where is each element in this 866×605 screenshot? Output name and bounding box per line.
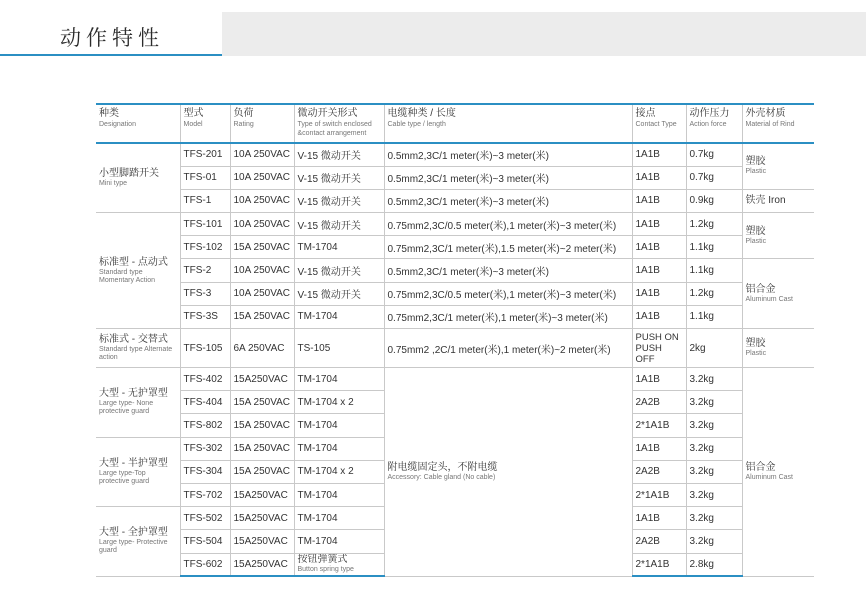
header-bar: [222, 12, 866, 56]
col-header-switch-type: 微动开关形式 Type of switch enclosed &contact arrangement: [294, 104, 384, 143]
switch-cell: V-15 微动开关: [294, 213, 384, 236]
group-cell: 大型 - 无护罩型 Large type- None protective guard: [96, 368, 180, 438]
rating-cell: 15A250VAC: [230, 483, 294, 506]
switch-cell: TM-1704: [294, 305, 384, 328]
model-cell: TFS-3S: [180, 305, 230, 328]
contact-cell: 2*1A1B: [632, 483, 686, 506]
model-cell: TFS-01: [180, 166, 230, 189]
title-underline: [0, 54, 222, 56]
model-cell: TFS-304: [180, 460, 230, 483]
switch-cell: TM-1704: [294, 483, 384, 506]
contact-cell: 1A1B: [632, 259, 686, 282]
force-cell: 3.2kg: [686, 391, 742, 414]
model-cell: TFS-1: [180, 189, 230, 212]
switch-cell: V-15 微动开关: [294, 143, 384, 166]
contact-cell: 1A1B: [632, 282, 686, 305]
switch-cell: 按钮弹簧式 Button spring type: [294, 553, 384, 576]
rating-cell: 15A 250VAC: [230, 305, 294, 328]
cable-cell: 0.75mm2,3C/0.5 meter(米),1 meter(米)~3 meter(米): [384, 282, 632, 305]
group-cell: 大型 - 半护罩型 Large type-Top protective guard: [96, 437, 180, 507]
material-cell: 铝合金 Aluminum Cast: [742, 368, 814, 577]
contact-cell: 1A1B: [632, 368, 686, 391]
rating-cell: 15A 250VAC: [230, 460, 294, 483]
model-cell: TFS-2: [180, 259, 230, 282]
col-header-rating: 负荷 Rating: [230, 104, 294, 143]
switch-cell: TM-1704: [294, 414, 384, 437]
force-cell: 2kg: [686, 329, 742, 368]
table-row: [96, 329, 814, 368]
group-cell: 小型脚踏开关 Mini type: [96, 143, 180, 213]
table-row: [96, 305, 814, 328]
col-header-force: 动作压力 Action force: [686, 104, 742, 143]
model-cell: TFS-504: [180, 530, 230, 553]
table-row: [96, 143, 814, 166]
force-cell: 1.1kg: [686, 259, 742, 282]
switch-cell: V-15 微动开关: [294, 259, 384, 282]
contact-cell: 1A1B: [632, 189, 686, 212]
rating-cell: 15A 250VAC: [230, 391, 294, 414]
cable-cell: 0.75mm2,3C/1 meter(米),1.5 meter(米)~2 meter(米): [384, 236, 632, 259]
switch-cell: TM-1704 x 2: [294, 460, 384, 483]
contact-cell: 2*1A1B: [632, 553, 686, 576]
rating-cell: 6A 250VAC: [230, 329, 294, 368]
model-cell: TFS-201: [180, 143, 230, 166]
col-header-material: 外壳材质 Material of Rind: [742, 104, 814, 143]
group-cell: 标准式 - 交替式 Standard type Alternate action: [96, 329, 180, 368]
model-cell: TFS-602: [180, 553, 230, 576]
force-cell: 3.2kg: [686, 414, 742, 437]
force-cell: 1.1kg: [686, 236, 742, 259]
switch-cell: TM-1704: [294, 507, 384, 530]
spec-table: [96, 103, 814, 577]
cable-cell: 0.75mm2 ,2C/1 meter(米),1 meter(米)~2 meter(米): [384, 329, 632, 368]
switch-cell: V-15 微动开关: [294, 282, 384, 305]
table-row: [96, 368, 814, 391]
force-cell: 3.2kg: [686, 437, 742, 460]
force-cell: 3.2kg: [686, 460, 742, 483]
switch-cell: TM-1704: [294, 530, 384, 553]
contact-cell: 1A1B: [632, 437, 686, 460]
cable-cell-large: 附电缆固定头，不附电缆 Accessory: Cable gland (No cable): [384, 368, 632, 577]
model-cell: TFS-702: [180, 483, 230, 506]
contact-cell: PUSH ON PUSH OFF: [632, 329, 686, 368]
rating-cell: 10A 250VAC: [230, 166, 294, 189]
model-cell: TFS-502: [180, 507, 230, 530]
group-cell: 标准型 - 点动式 Standard type Momentary Action: [96, 213, 180, 329]
rating-cell: 15A250VAC: [230, 368, 294, 391]
model-cell: TFS-802: [180, 414, 230, 437]
switch-cell: V-15 微动开关: [294, 166, 384, 189]
force-cell: 0.7kg: [686, 166, 742, 189]
rating-cell: 10A 250VAC: [230, 259, 294, 282]
material-cell: 塑胶 Plastic: [742, 329, 814, 368]
cable-cell: 0.5mm2,3C/1 meter(米)~3 meter(米): [384, 166, 632, 189]
force-cell: 1.1kg: [686, 305, 742, 328]
contact-cell: 2A2B: [632, 391, 686, 414]
model-cell: TFS-404: [180, 391, 230, 414]
cable-cell: 0.5mm2,3C/1 meter(米)~3 meter(米): [384, 143, 632, 166]
model-cell: TFS-102: [180, 236, 230, 259]
rating-cell: 15A 250VAC: [230, 414, 294, 437]
switch-cell: TM-1704: [294, 236, 384, 259]
table-row: [96, 189, 814, 212]
cable-cell: 0.5mm2,3C/1 meter(米)~3 meter(米): [384, 259, 632, 282]
cable-cell: 0.5mm2,3C/1 meter(米)~3 meter(米): [384, 189, 632, 212]
rating-cell: 15A 250VAC: [230, 437, 294, 460]
cable-cell: 0.75mm2,3C/0.5 meter(米),1 meter(米)~3 meter(米): [384, 213, 632, 236]
col-header-model: 型式 Model: [180, 104, 230, 143]
force-cell: 1.2kg: [686, 282, 742, 305]
material-cell: 铝合金 Aluminum Cast: [742, 259, 814, 329]
contact-cell: 2A2B: [632, 460, 686, 483]
table-row: [96, 166, 814, 189]
table-row: [96, 259, 814, 282]
contact-cell: 1A1B: [632, 507, 686, 530]
rating-cell: 10A 250VAC: [230, 282, 294, 305]
table-row: [96, 236, 814, 259]
switch-cell: TM-1704: [294, 368, 384, 391]
contact-cell: 1A1B: [632, 236, 686, 259]
force-cell: 3.2kg: [686, 530, 742, 553]
contact-cell: 2A2B: [632, 530, 686, 553]
material-cell: 塑胶 Plastic: [742, 213, 814, 259]
cable-cell: 0.75mm2,3C/1 meter(米),1 meter(米)~3 meter(米): [384, 305, 632, 328]
rating-cell: 10A 250VAC: [230, 213, 294, 236]
rating-cell: 15A 250VAC: [230, 236, 294, 259]
col-header-designation: 种类 Designation: [99, 108, 136, 128]
model-cell: TFS-402: [180, 368, 230, 391]
switch-cell: TM-1704: [294, 437, 384, 460]
material-cell: 铁壳 Iron: [742, 189, 814, 212]
model-cell: TFS-3: [180, 282, 230, 305]
switch-cell: TM-1704 x 2: [294, 391, 384, 414]
rating-cell: 10A 250VAC: [230, 143, 294, 166]
model-cell: TFS-105: [180, 329, 230, 368]
table-row: [96, 213, 814, 236]
contact-cell: 2*1A1B: [632, 414, 686, 437]
force-cell: 1.2kg: [686, 213, 742, 236]
rating-cell: 15A250VAC: [230, 530, 294, 553]
force-cell: 3.2kg: [686, 483, 742, 506]
material-cell: 塑胶 Plastic: [742, 143, 814, 189]
switch-cell: TS-105: [294, 329, 384, 368]
table-header-row: [96, 104, 814, 143]
table-row: [96, 282, 814, 305]
force-cell: 3.2kg: [686, 368, 742, 391]
contact-cell: 1A1B: [632, 305, 686, 328]
force-cell: 0.7kg: [686, 143, 742, 166]
force-cell: 3.2kg: [686, 507, 742, 530]
contact-cell: 1A1B: [632, 143, 686, 166]
model-cell: TFS-101: [180, 213, 230, 236]
contact-cell: 1A1B: [632, 213, 686, 236]
rating-cell: 15A250VAC: [230, 507, 294, 530]
model-cell: TFS-302: [180, 437, 230, 460]
contact-cell: 1A1B: [632, 166, 686, 189]
page-title: 动作特性: [60, 26, 164, 50]
force-cell: 0.9kg: [686, 189, 742, 212]
group-cell: 大型 - 全护罩型 Large type- Protective guard: [96, 507, 180, 577]
col-header-cable: 电缆种类 / 长度 Cable type / length: [384, 104, 632, 143]
force-cell: 2.8kg: [686, 553, 742, 576]
rating-cell: 15A250VAC: [230, 553, 294, 576]
rating-cell: 10A 250VAC: [230, 189, 294, 212]
col-header-contact: 接点 Contact Type: [632, 104, 686, 143]
switch-cell: V-15 微动开关: [294, 189, 384, 212]
